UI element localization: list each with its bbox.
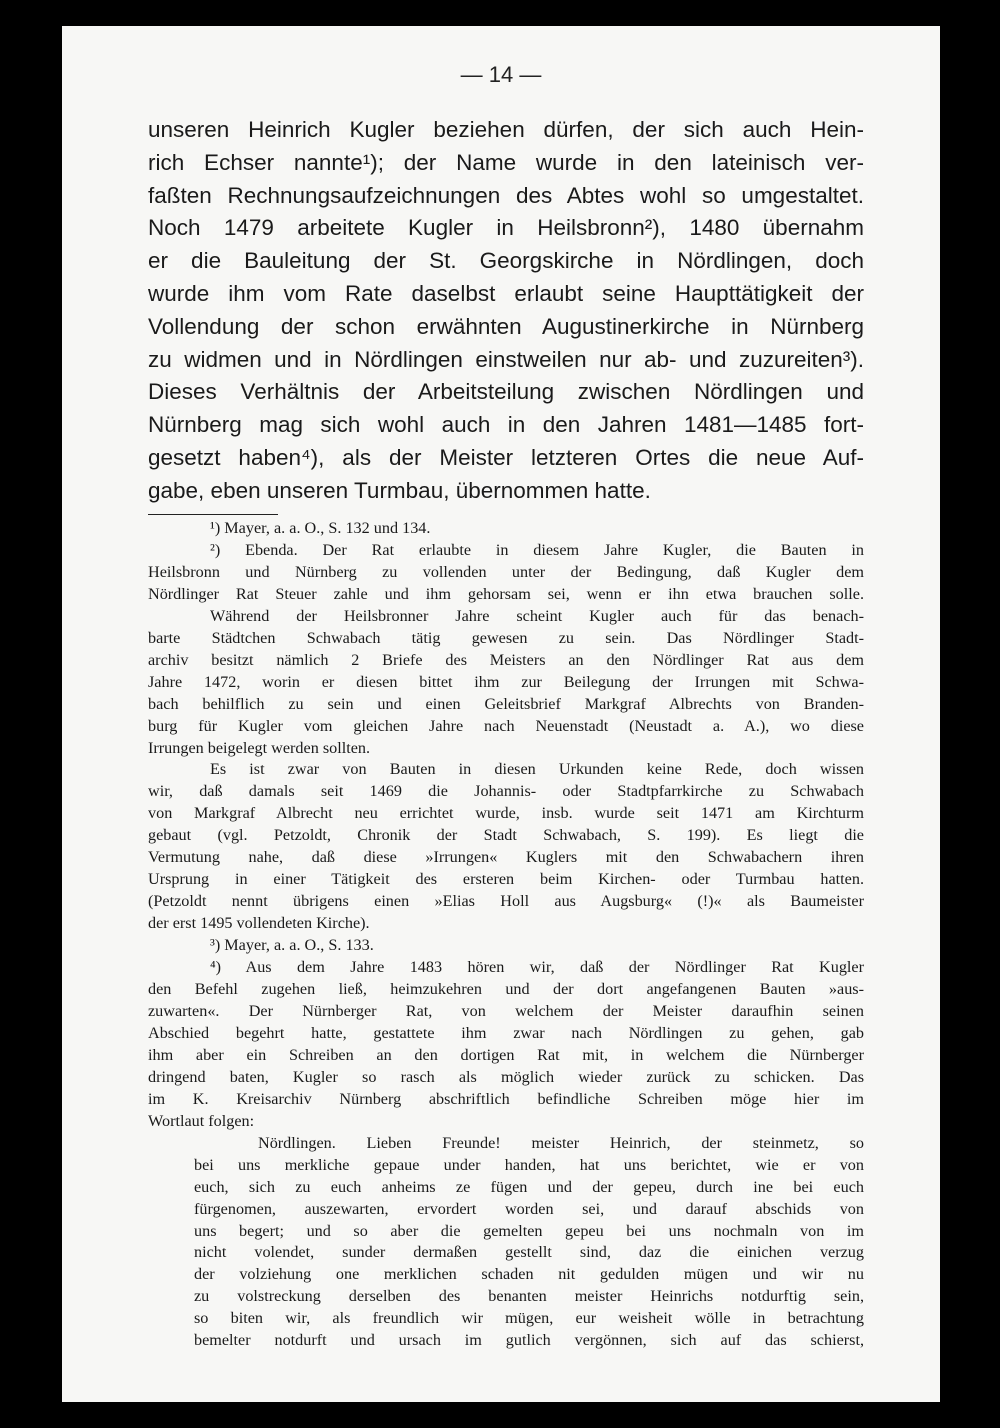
main-line: Vollendung der schon erwähnten Augustinerkirche in Nürnberg (148, 313, 864, 339)
footnote-line: den Befehl zugehen ließ, heimzukehren und der dort angefangenen Bauten »aus- (148, 980, 864, 999)
footnote-line: Es ist zwar von Bauten in diesen Urkunden keine Rede, doch wissen (210, 760, 864, 779)
main-line: gabe, eben unseren Turmbau, übernommen hatte. (148, 477, 651, 503)
quote-line: euch, sich zu euch anheims ze fügen und der gepeu, durch ine bei euch (194, 1177, 864, 1196)
footnote-line: Nördlinger Rat Steuer zahle und ihm gehorsam sei, wenn er ihn etwa brauchen solle. (148, 584, 864, 603)
footnote-line: der erst 1495 vollendeten Kirche). (148, 914, 370, 933)
main-line: er die Bauleitung der St. Georgskirche in Nördlingen, doch (148, 248, 864, 274)
main-line: unseren Heinrich Kugler beziehen dürfen, der sich auch Hein- (148, 117, 864, 142)
quote-line: Nördlingen. Lieben Freunde! meister Heinrich, der steinmetz, so (258, 1133, 864, 1152)
quote-line: uns begert; und so aber die gemelten gepeu bei uns nochmaln von im (194, 1221, 864, 1240)
main-line: Nürnberg mag sich wohl auch in den Jahren 1481—1485 fort- (148, 412, 864, 438)
quote-line: bei uns merkliche gepaue under handen, hat uns berichtet, wie er von (194, 1155, 864, 1174)
quote-line: der volziehung one merklichen schaden nit gedulden mügen und wir nu (194, 1265, 864, 1284)
footnote-line: Irrungen beigelegt werden sollten. (148, 738, 371, 757)
quote-line: zu volstreckung derselben des benanten meister Heinrichs notdurftig sein, (194, 1287, 864, 1306)
footnote-line: wir, daß damals seit 1469 die Johannis- oder Stadtpfarrkirche zu Schwabach (148, 782, 864, 801)
footnote-line: dringend baten, Kugler so rasch als möglich wieder zurück zu schicken. Das (148, 1067, 864, 1086)
footnote-line: archiv besitzt nämlich 2 Briefe des Meisters an den Nördlinger Rat aus dem (148, 650, 864, 669)
footnote-line: Während der Heilsbronner Jahre scheint Kugler auch für das benach- (210, 606, 864, 625)
footnote-line: Heilsbronn und Nürnberg zu vollenden unter der Bedingung, daß Kugler dem (148, 562, 864, 581)
footnote-line: (Petzoldt nennt übrigens einen »Elias Holl aus Augsburg« (!)« als Baumeister (148, 892, 864, 911)
footnote-line: burg für Kugler vom gleichen Jahre nach Neuenstadt (Neustadt a. A.), wo diese (148, 716, 864, 735)
footnote-line: ⁴) Aus dem Jahre 1483 hören wir, daß der Nördlinger Rat Kugler (210, 958, 864, 977)
main-line: wurde ihm vom Rate daselbst erlaubt seine Haupttätigkeit der (148, 280, 864, 306)
footnote-line: Abschied begehrt hatte, gestattete ihm zwar nach Nördlingen zu gehen, gab (148, 1023, 864, 1042)
footnotes-block (148, 518, 864, 1352)
footnote-line: barte Städtchen Schwabach tätig gewesen zu sein. Das Nördlinger Stadt- (148, 628, 864, 647)
footnote-line: im K. Kreisarchiv Nürnberg abschriftlich befindliche Schreiben möge hier im (148, 1089, 864, 1108)
main-text-block (148, 114, 864, 508)
quote-line: nicht volendet, sunder dermaßen gestellt sind, daz die einichen verzug (194, 1243, 864, 1262)
main-line: faßten Rechnungsaufzeichnungen des Abtes wohl so umgestaltet. (148, 182, 864, 208)
footnote-line: ihm aber ein Schreiben an den dortigen Rat mit, in welchem die Nürnberger (148, 1045, 864, 1064)
footnote-line: Jahre 1472, worin er diesen bittet ihm zur Beilegung der Irrungen mit Schwa- (148, 672, 864, 691)
footnote-line: Vermutung nahe, daß diese »Irrungen« Kuglers mit den Schwabachern ihren (148, 848, 864, 867)
footnote-line: Wortlaut folgen: (148, 1111, 255, 1130)
quote-line: bemelter notdurft und ursach im gutlich vergönnen, sich auf das schierst, (194, 1331, 864, 1350)
footnote-line: gebaut (vgl. Petzoldt, Chronik der Stadt Schwabach, S. 199). Es liegt die (148, 826, 864, 845)
footnote-line: ¹) Mayer, a. a. O., S. 132 und 134. (210, 519, 431, 537)
main-line: Dieses Verhältnis der Arbeitsteilung zwischen Nördlingen und (148, 379, 864, 405)
footnote-line: zuwarten«. Der Nürnberger Rat, von welchem der Meister daraufhin seinen (148, 1001, 864, 1020)
footnote-line: von Markgraf Albrecht neu errichtet wurde, insb. wurde seit 1471 am Kirchturm (148, 804, 864, 823)
footnote-line: ³) Mayer, a. a. O., S. 133. (210, 936, 374, 955)
footnote-line: bach behilflich zu sein und einen Geleitsbrief Markgraf Albrechts von Branden- (148, 694, 864, 713)
footnote-line: ²) Ebenda. Der Rat erlaubte in diesem Jahre Kugler, die Bauten in (210, 540, 864, 559)
scanned-page (62, 26, 940, 1402)
main-line: gesetzt haben⁴), als der Meister letzteren Ortes die neue Auf- (148, 444, 864, 470)
footnote-line: Ursprung in einer Tätigkeit des ersteren beim Kirchen- oder Turmbau hatten. (148, 870, 864, 889)
quote-line: fürgenomen, auszewarten, ervordert worden sei, und darauf abschids von (194, 1199, 864, 1218)
footnote-separator (148, 514, 278, 515)
main-line: rich Echser nannte¹); der Name wurde in den lateinisch ver- (148, 149, 864, 175)
page-number: — 14 — (460, 62, 542, 87)
main-line: zu widmen und in Nördlingen einstweilen nur ab- und zuzureiten³). (148, 346, 864, 372)
main-line: Noch 1479 arbeitete Kugler in Heilsbronn²), 1480 übernahm (148, 215, 864, 241)
quote-line: so biten wir, als freundlich wir mügen, eur weisheit wölle in betrachtung (194, 1309, 864, 1328)
